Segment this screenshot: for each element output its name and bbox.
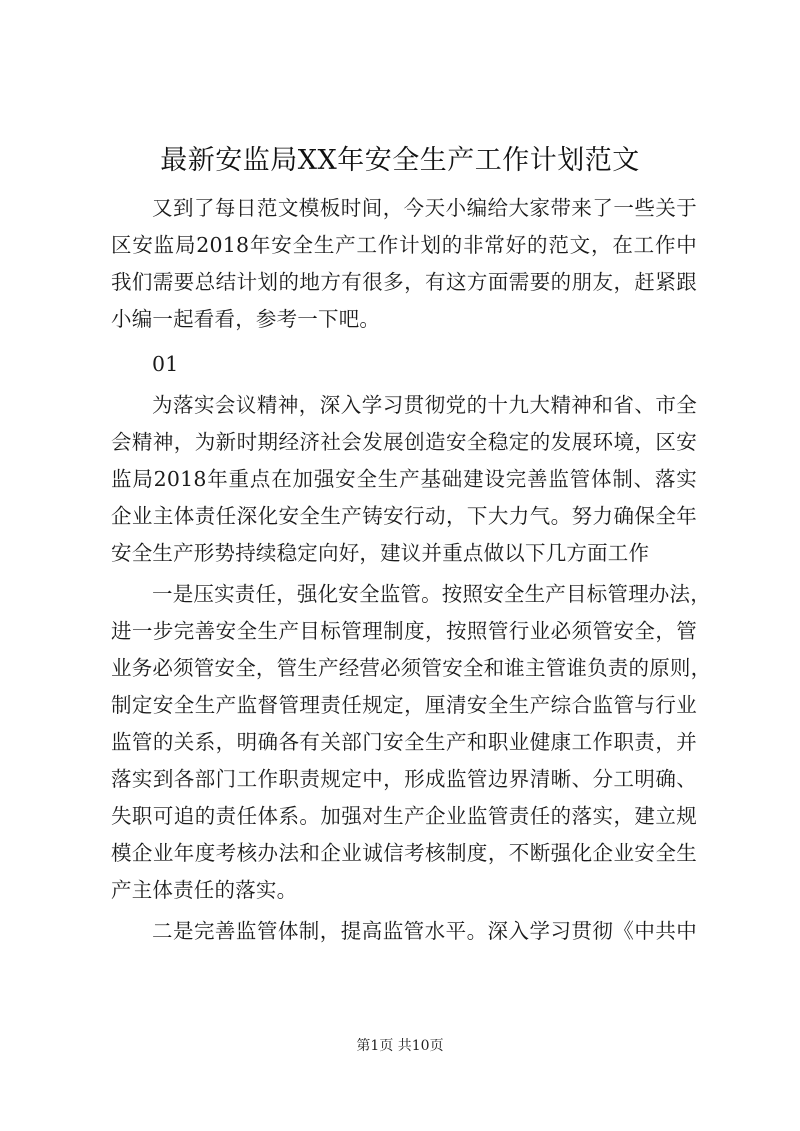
- page-footer: [0, 1036, 800, 1056]
- paragraph-point-two: [111, 913, 697, 950]
- document-title: 最新安监局XX年安全生产工作计划范文: [160, 145, 640, 176]
- paragraph-point-one: [111, 576, 712, 909]
- text-line: 失职可追的责任体系。加强对生产企业监管责任的落实，建立规: [111, 804, 697, 828]
- text-line: 我们需要总结计划的地方有很多，有这方面需要的朋友，赶紧跟: [111, 270, 697, 294]
- text-line: 一是压实责任，强化安全监管。按照安全生产目标管理办法，: [152, 582, 711, 606]
- paragraph-overview: [111, 387, 697, 572]
- text-line: 为落实会议精神，深入学习贯彻党的十九大精神和省、市全: [152, 393, 697, 417]
- section-number: [111, 346, 697, 383]
- text-line: 安全生产形势持续稳定向好，建议并重点做以下几方面工作: [111, 541, 650, 565]
- text-line: 制定安全生产监督管理责任规定，厘清安全生产综合监管与行业: [111, 693, 697, 717]
- text-line: 模企业年度考核办法和企业诚信考核制度，不断强化企业安全生: [111, 841, 697, 865]
- text-line: 监局2018年重点在加强安全生产基础建设完善监管体制、落实: [111, 467, 697, 491]
- text-line: 小编一起看看，参考一下吧。: [111, 307, 381, 331]
- text-line: 二是完善监管体制，提高监管水平。深入学习贯彻《中共中: [152, 919, 697, 943]
- paragraph-spacer: [111, 338, 697, 346]
- text-line: 企业主体责任深化安全生产铸安行动，下大力气。努力确保全年: [111, 504, 697, 528]
- paragraph-intro: [111, 190, 697, 338]
- text-line: 01: [152, 352, 179, 376]
- text-line: 产主体责任的落实。: [111, 878, 298, 902]
- text-line: 区安监局2018年安全生产工作计划的非常好的范文，在工作中: [111, 233, 697, 257]
- text-line: 又到了每日范文模板时间，今天小编给大家带来了一些关于: [152, 196, 697, 220]
- document-body: [111, 190, 712, 950]
- text-line: 进一步完善安全生产目标管理制度，按照管行业必须管安全，管: [111, 619, 697, 643]
- page-number-label: 第1页 共10页: [356, 1038, 444, 1054]
- text-line: 监管的关系，明确各有关部门安全生产和职业健康工作职责，并: [111, 730, 697, 754]
- text-line: 会精神，为新时期经济社会发展创造安全稳定的发展环境，区安: [111, 430, 697, 454]
- text-line: 落实到各部门工作职责规定中，形成监管边界清晰、分工明确、: [111, 767, 697, 791]
- text-line: 业务必须管安全，管生产经营必须管安全和谁主管谁负责的原则，: [111, 656, 712, 680]
